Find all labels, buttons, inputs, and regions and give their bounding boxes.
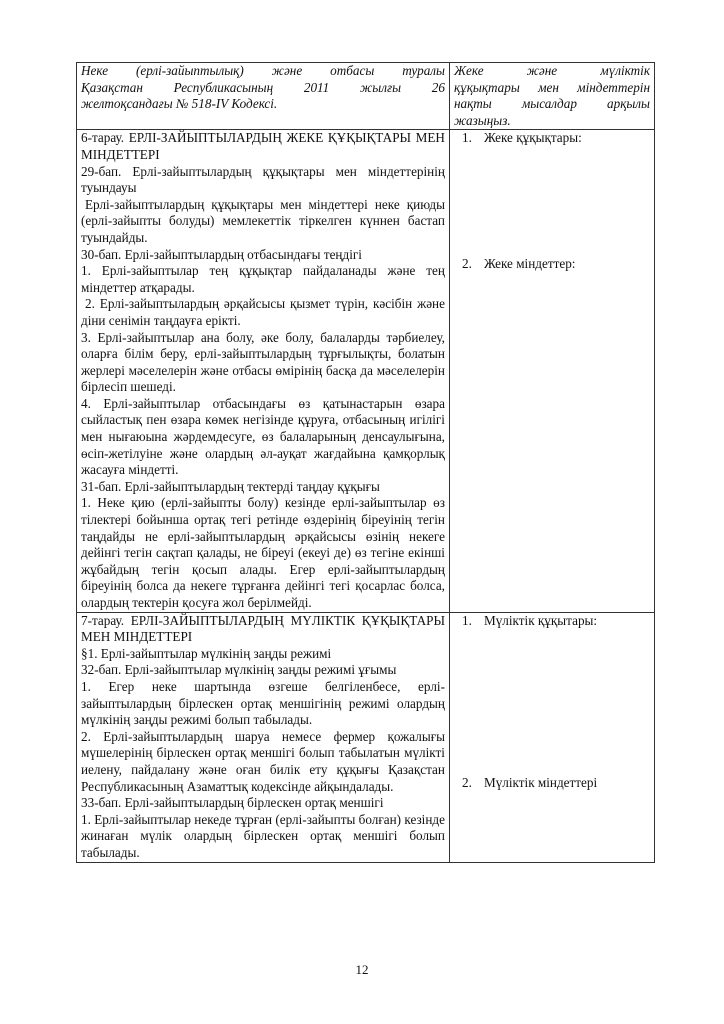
section7-text-cell: [77, 612, 450, 862]
article32-paragraph-2: 2. Ерлі-зайыптылардың шаруа немесе фермер қожалығы мүшелерінің бірлескен ортақ меншігі болып табылатын мүлікті иелену, пайдалану және оған билік ету құқығы Қазақстан Республикасының Азаматтық кодексінде айқындалады.: [81, 728, 445, 794]
list-item: [462, 130, 582, 147]
property-rights-label: Мүліктік құқытары:: [483, 612, 598, 628]
personal-duties-label: Жеке міндеттер:: [483, 256, 576, 272]
section6-row: [77, 130, 655, 612]
personal-rights-label: Жеке құқықтары:: [483, 130, 582, 146]
list-item: [462, 256, 576, 273]
header-left-line: желтоқсандағы № 518-IV Кодексі.: [81, 96, 278, 112]
article31-paragraph-1: 1. Неке қию (ерлі-зайыпты болу) кезінде ерлі-зайыптылар өз тілектері бойынша ортақ тегі ретінде өздерінің біреуінің тегін таңдайды не ерлі-зайыптылардың әрқайсысы өзінің некеге дейінгі тегін сақтап қалады, не біреуі (екеуі де) өз тегіне екінші жұбайдың тегін қосып алады. Егер ерлі-зайыптылардың біреуінің болса да некеге тұрғанға дейінгі тегі қосарлас болса, олардың тектерін қосуға жол берілмейді.: [81, 495, 445, 610]
header-right-line: құқықтары мен міндеттерін: [453, 79, 650, 95]
list-number: 1.: [461, 612, 472, 628]
section6-answer-cell: [449, 130, 654, 612]
header-right-cell: [449, 63, 654, 130]
list-number: 2.: [461, 256, 472, 272]
header-right-line: Жеке және мүліктік: [453, 63, 650, 78]
list-item: [462, 613, 597, 630]
article29-title: 29-бап. Ерлі-зайыптылардың құқықтары мен міндеттерінің туындауы: [81, 163, 445, 196]
property-duties-label: Мүліктік міндеттері: [483, 774, 598, 790]
rights-duties-table: [76, 62, 655, 863]
article29-text: Ерлі-зайыптылардың құқықтары мен міндеттері неке қиюды (ерлі-зайыпты болуды) мемлекеттік тіркелген күннен бастап туындайды.: [81, 196, 445, 245]
header-right-line: нақты мысалдар арқылы: [453, 96, 650, 112]
table-header-row: [77, 63, 655, 130]
article30-paragraph-2: 2. Ерлі-зайыптылардың әрқайсысы қызмет түрін, кәсібін және діни сенімін таңдауға ерікті.: [81, 296, 445, 328]
article32-paragraph-1: 1. Егер неке шартында өзгеше белгіленбесе, ерлі-зайыптылардың бірлескен ортақ меншігінің режимі олардың мүлкінің заңды режимі болып табылады.: [81, 678, 445, 728]
article30-paragraph-4: 4. Ерлі-зайыптылар отбасындағы өз қатынастарын өзара сыйластық пен өзара көмек негізінде құруға, отбасының игілігі мен нығаюына жәрдемдесуге, өз балаларының денсаулығына, өсіп-жетілуіне және олардың әл-ауқат жағдайына қамқорлық жасауға міндетті.: [81, 395, 445, 478]
article33-title: 33-бап. Ерлі-зайыптылардың бірлескен ортақ меншігі: [81, 795, 384, 811]
section7-row: [77, 612, 655, 862]
list-number: 2.: [461, 774, 472, 790]
list-item: [462, 775, 597, 792]
header-left-line: Неке (ерлі-зайыптылық) және отбасы туралы: [81, 63, 445, 78]
chapter7-title: 7-тарау. ЕРЛІ-ЗАЙЫПТЫЛАРДЫҢ МҮЛІКТІК ҚҰҚЫҚТАРЫ МЕН МІНДЕТТЕРІ: [81, 612, 445, 645]
article33-paragraph-1: 1. Ерлі-зайыптылар некеде тұрған (ерлі-зайыпты болған) кезінде жинаған мүлік олардың бірлескен ортақ меншігі болып табылады.: [81, 811, 445, 860]
chapter6-title: 6-тарау. ЕРЛІ-ЗАЙЫПТЫЛАРДЫҢ ЖЕКЕ ҚҰҚЫҚТАРЫ МЕН МІНДЕТТЕРІ: [81, 130, 445, 162]
article30-paragraph-3: 3. Ерлі-зайыптылар ана болу, әке болу, балаларды тәрбиелеу, оларға білім беру, ерлі-зайыптылардың тұрғылықты, болатын жерлері мәселелерін және отбасы өмірінің басқа да мәселелерін бірлесіп шешеді.: [81, 329, 445, 395]
header-left-cell: [77, 63, 450, 130]
article32-title: 32-бап. Ерлі-зайыптылар мүлкінің заңды режимі ұғымы: [81, 662, 397, 678]
article30-paragraph-1: 1. Ерлі-зайыптылар тең құқықтар пайдаланады және тең міндеттер атқарады.: [81, 263, 445, 295]
paragraph-section-1: §1. Ерлі-зайыптылар мүлкінің заңды режимі: [81, 645, 332, 661]
article30-title: 30-бап. Ерлі-зайыптылардың отбасындағы теңдігі: [81, 246, 362, 262]
article31-title: 31-бап. Ерлі-зайыптылардың тектерді таңдау құқығы: [81, 478, 380, 494]
header-left-line: Қазақстан Республикасының 2011 жылғы 26: [81, 79, 445, 95]
list-number: 1.: [461, 130, 472, 146]
header-right-line: жазыңыз.: [453, 112, 511, 128]
section7-answer-cell: [449, 612, 654, 862]
section6-text-cell: [77, 130, 450, 612]
page-number: 12: [355, 962, 369, 977]
